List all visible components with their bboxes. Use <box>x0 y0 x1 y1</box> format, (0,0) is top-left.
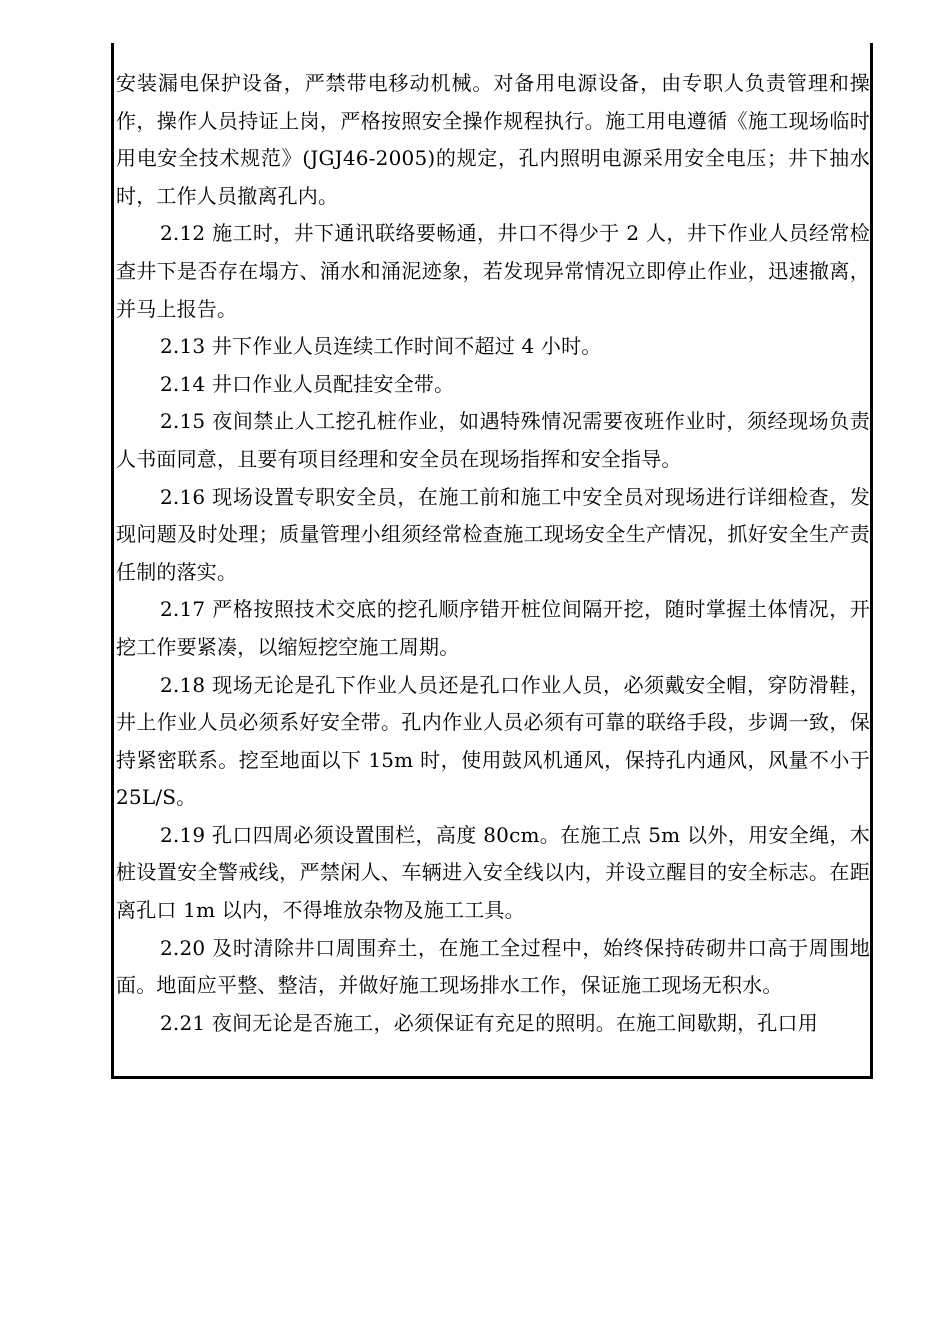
paragraph-2-12: 2.12 施工时，井下通讯联络要畅通，井口不得少于 2 人，井下作业人员经常检查井下是否存在塌方、涌水和涌泥迹象，若发现异常情况立即停止作业，迅速撤离，并马上报告。 <box>116 221 870 321</box>
paragraph-2-14: 2.14 井口作业人员配挂安全带。 <box>160 371 455 396</box>
paragraph-2-17: 2.17 严格按照技术交底的挖孔顺序错开桩位间隔开挖，随时掌握土体情况，开挖工作要紧凑，以缩短挖空施工周期。 <box>116 597 870 659</box>
paragraph-2-20: 2.20 及时清除井口周围弃土，在施工全过程中，始终保持砖砌井口高于周围地面。地面应平整、整洁，并做好施工现场排水工作，保证施工现场无积水。 <box>116 935 870 998</box>
paragraph-2-19: 2.19 孔口四周必须设置围栏，高度 80cm。在施工点 5m 以外，用安全绳，木桩设置安全警戒线，严禁闲人、车辆进入安全线以内，并设立醒目的安全标志。在距离孔口 1m 以内，不得堆放杂物及施工工具。 <box>116 822 870 923</box>
paragraph-2-18: 2.18 现场无论是孔下作业人员还是孔口作业人员，必须戴安全帽，穿防滑鞋，井上作业人员必须系好安全带。孔内作业人员必须有可靠的联络手段，步调一致，保持紧密联系。挖至地面以下 15m 时，使用鼓风机通风，保持孔内通风，风量不小于 25L/S。 <box>116 672 870 810</box>
paragraph-2-21: 2.21 夜间无论是否施工，必须保证有充足的照明。在施工间歇期，孔口用 <box>160 1010 818 1035</box>
paragraph-2-15: 2.15 夜间禁止人工挖孔桩作业，如遇特殊情况需要夜班作业时，须经现场负责人书面同意，且要有项目经理和安全员在现场指挥和安全指导。 <box>116 409 870 471</box>
document-frame <box>111 43 873 1079</box>
paragraph-2-16: 2.16 现场设置专职安全员，在施工前和施工中安全员对现场进行详细检查，发现问题及时处理；质量管理小组须经常检查施工现场安全生产情况，抓好安全生产责任制的落实。 <box>116 484 870 584</box>
paragraph-2-13: 2.13 井下作业人员连续工作时间不超过 4 小时。 <box>160 334 602 359</box>
paragraph-continued: 安装漏电保护设备，严禁带电移动机械。对备用电源设备，由专职人负责管理和操作，操作人员持证上岗，严格按照安全操作规程执行。施工用电遵循《施工现场临时用电安全技术规范》(JGJ46-2005)的规定，孔内照明电源采用安全电压；井下抽水时，工作人员撤离孔内。 <box>116 71 870 208</box>
